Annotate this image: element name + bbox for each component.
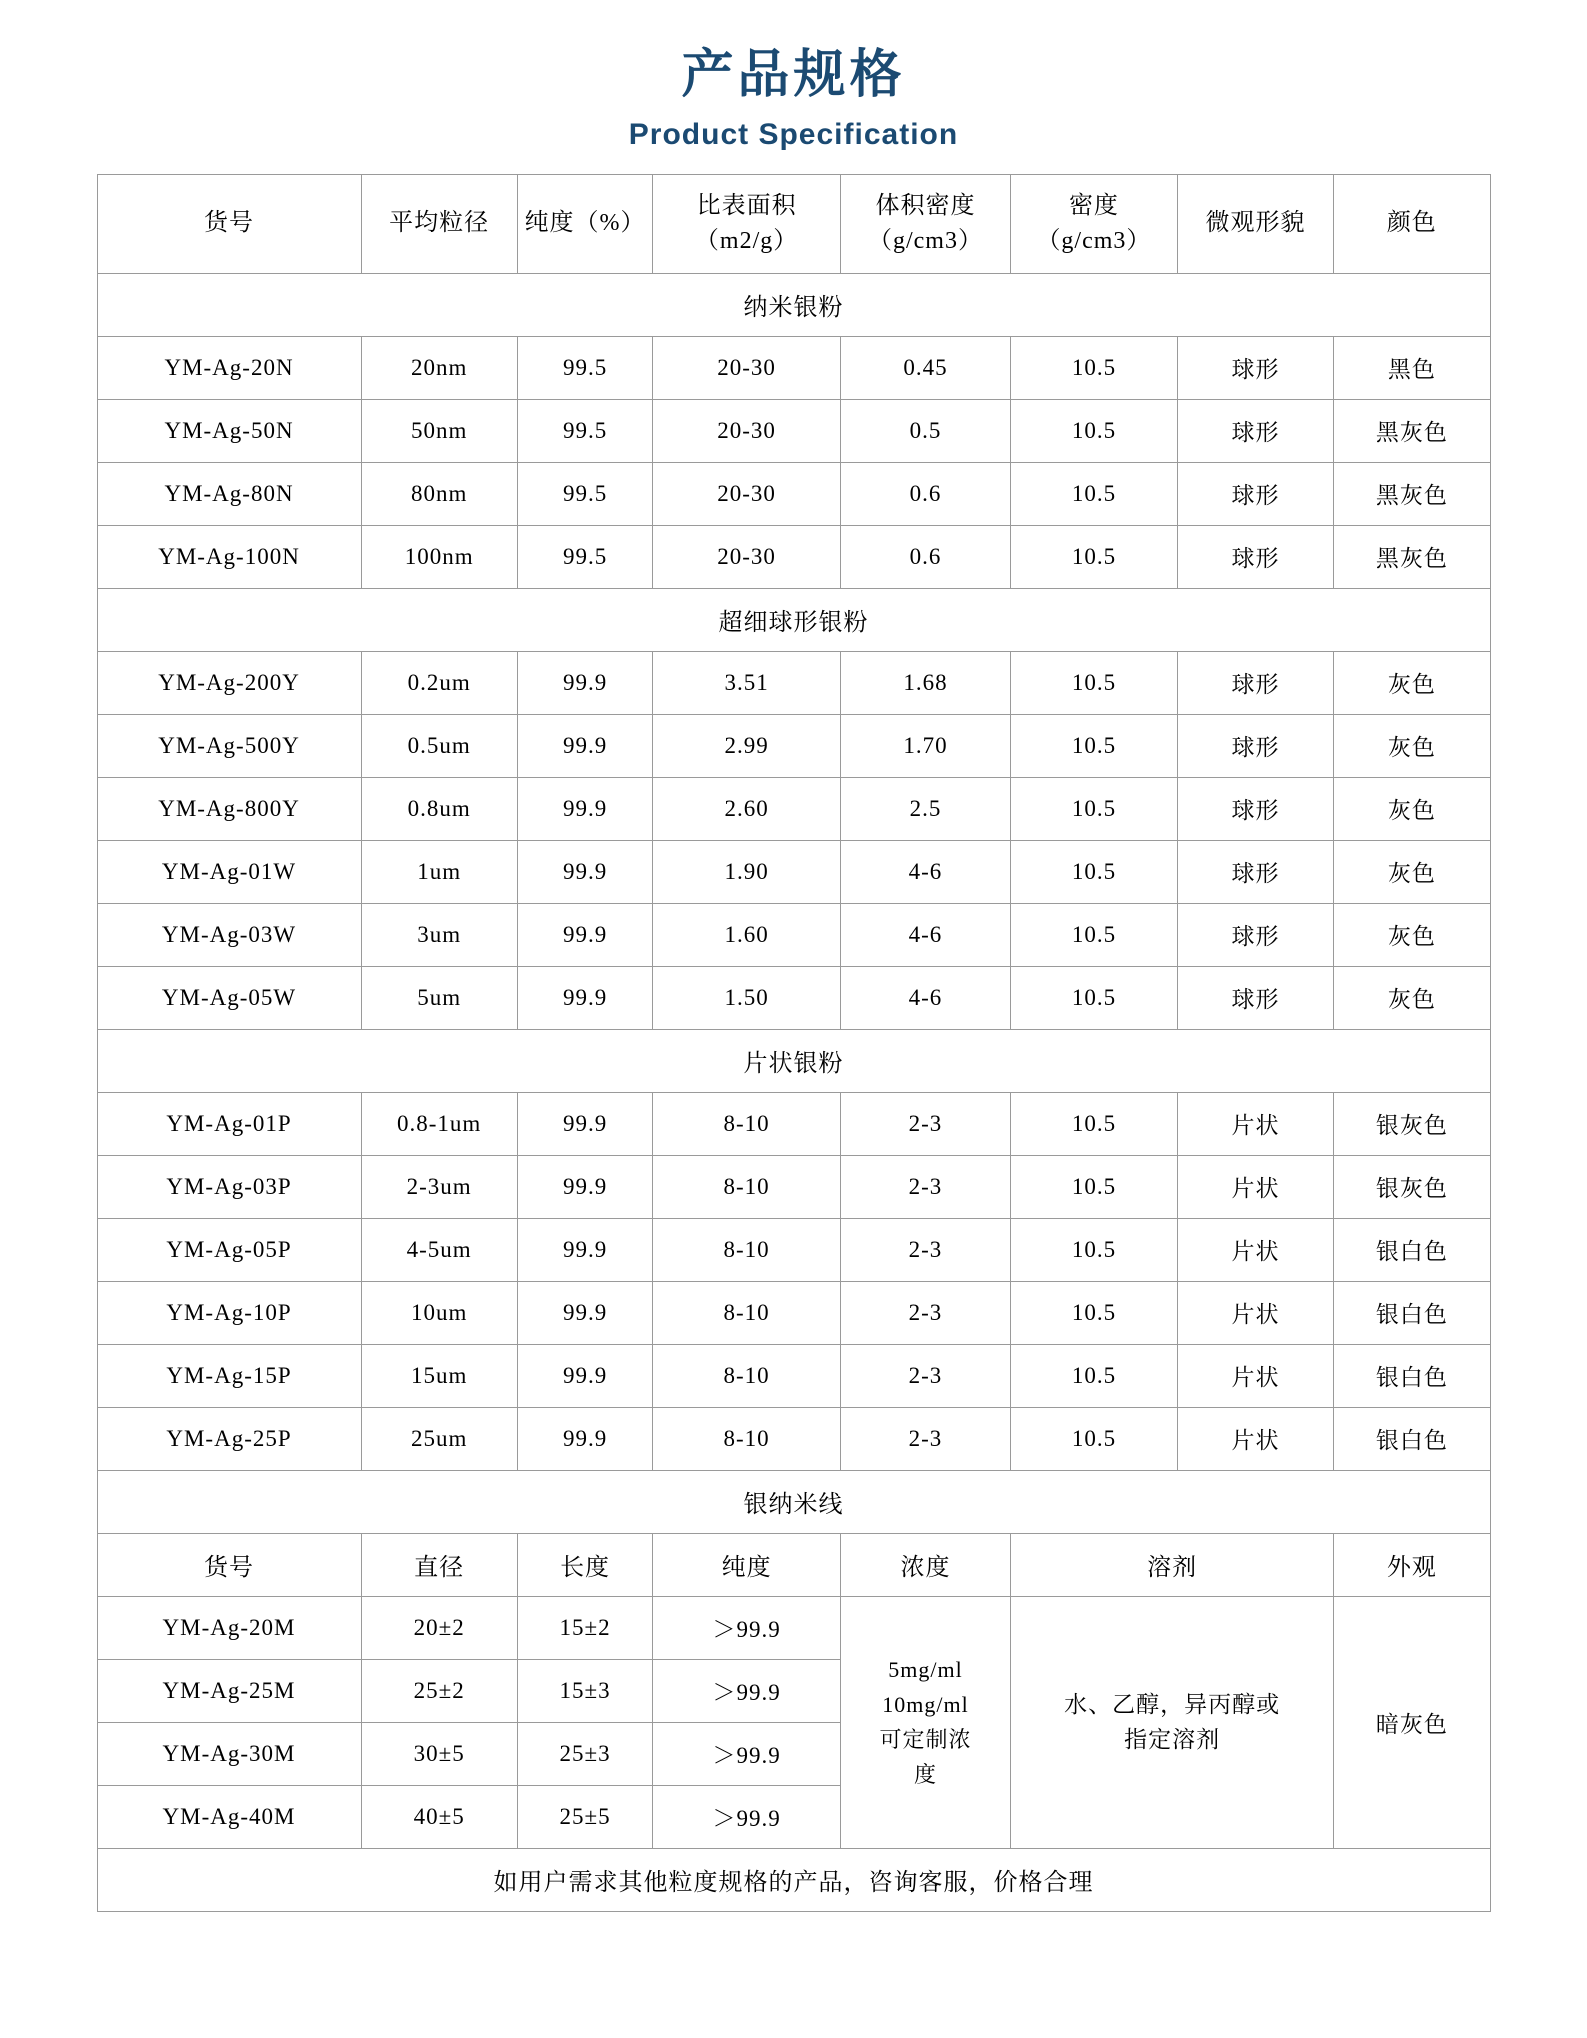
cell-morphology: 球形 [1177, 840, 1333, 903]
cell-concentration [840, 1596, 1010, 1848]
cell-purity: ＞99.9 [653, 1596, 841, 1659]
cell-ssa: 2.99 [653, 714, 841, 777]
cell-ssa: 8-10 [653, 1344, 841, 1407]
header-line-2: （g/cm3） [867, 227, 983, 254]
cell-density: 10.5 [1011, 1092, 1178, 1155]
cell-bulk-density: 0.5 [840, 399, 1010, 462]
cell-diameter: 25±2 [361, 1659, 517, 1722]
header-line-1: 体积密度 [875, 193, 976, 219]
cell-density: 10.5 [1011, 1407, 1178, 1470]
cell-length: 25±3 [517, 1722, 652, 1785]
cell-ssa: 8-10 [653, 1407, 841, 1470]
cell-ssa: 8-10 [653, 1092, 841, 1155]
table-row [97, 399, 1490, 462]
cell-purity: 99.9 [517, 1281, 652, 1344]
cell-bulk-density: 1.68 [840, 651, 1010, 714]
cell-color: 黑色 [1334, 336, 1490, 399]
cell-morphology: 片状 [1177, 1407, 1333, 1470]
cell-avg-particle-size: 100nm [361, 525, 517, 588]
cell-color: 灰色 [1334, 777, 1490, 840]
cell-color: 灰色 [1334, 903, 1490, 966]
cell-item-no: YM-Ag-200Y [97, 651, 361, 714]
cell-color: 银灰色 [1334, 1155, 1490, 1218]
cell-purity: 99.9 [517, 840, 652, 903]
cell-purity: 99.5 [517, 525, 652, 588]
cell-morphology: 球形 [1177, 966, 1333, 1029]
cell-density: 10.5 [1011, 777, 1178, 840]
cell-purity: 99.9 [517, 966, 652, 1029]
group-header-row [97, 1470, 1490, 1533]
cell-ssa: 1.60 [653, 903, 841, 966]
cell-item-no: YM-Ag-800Y [97, 777, 361, 840]
header-cell-morphology [1177, 174, 1333, 273]
cell-bulk-density: 4-6 [840, 840, 1010, 903]
cell-ssa: 8-10 [653, 1281, 841, 1344]
spec-table-head [97, 174, 1490, 273]
concentration-line-3: 可定制浓 [879, 1727, 972, 1753]
cell-density: 10.5 [1011, 336, 1178, 399]
header-line-1: 货号 [204, 210, 254, 237]
header-cell-purity: 纯度 [653, 1533, 841, 1596]
group-title-silver-nanowire: 银纳米线 [97, 1470, 1490, 1533]
header-line-1: 比表面积 [696, 193, 797, 219]
cell-item-no: YM-Ag-20N [97, 336, 361, 399]
header-cell-diameter: 直径 [361, 1533, 517, 1596]
concentration-line-4: 度 [913, 1762, 937, 1788]
cell-bulk-density: 0.6 [840, 525, 1010, 588]
table-row [97, 1344, 1490, 1407]
cell-morphology: 片状 [1177, 1092, 1333, 1155]
group-title-ultrafine-spherical-silver-powder: 超细球形银粉 [97, 588, 1490, 651]
header-cell-density [1011, 174, 1178, 273]
cell-ssa: 20-30 [653, 336, 841, 399]
cell-item-no: YM-Ag-30M [97, 1722, 361, 1785]
cell-color: 灰色 [1334, 840, 1490, 903]
cell-morphology: 片状 [1177, 1344, 1333, 1407]
cell-bulk-density: 2-3 [840, 1155, 1010, 1218]
cell-color: 灰色 [1334, 966, 1490, 1029]
cell-density: 10.5 [1011, 525, 1178, 588]
cell-item-no: YM-Ag-100N [97, 525, 361, 588]
cell-avg-particle-size: 2-3um [361, 1155, 517, 1218]
header-line-1: 纯度（%） [524, 210, 646, 237]
cell-item-no: YM-Ag-80N [97, 462, 361, 525]
cell-morphology: 片状 [1177, 1155, 1333, 1218]
page-title-en: Product Specification [628, 117, 959, 151]
table-row [97, 651, 1490, 714]
cell-density: 10.5 [1011, 1281, 1178, 1344]
table-row [97, 1281, 1490, 1344]
table-row [97, 714, 1490, 777]
header-cell-item-no [97, 174, 361, 273]
cell-color: 灰色 [1334, 651, 1490, 714]
header-cell-avg-particle-size [361, 174, 517, 273]
header-cell-purity [517, 174, 652, 273]
cell-morphology: 球形 [1177, 714, 1333, 777]
cell-item-no: YM-Ag-40M [97, 1785, 361, 1848]
cell-density: 10.5 [1011, 1155, 1178, 1218]
concentration-line-2: 10mg/ml [882, 1692, 969, 1718]
cell-purity: 99.5 [517, 462, 652, 525]
cell-ssa: 1.50 [653, 966, 841, 1029]
cell-item-no: YM-Ag-500Y [97, 714, 361, 777]
cell-item-no: YM-Ag-50N [97, 399, 361, 462]
title-block [0, 0, 1587, 152]
table-row [97, 1596, 1490, 1659]
cell-color: 银白色 [1334, 1344, 1490, 1407]
cell-diameter: 20±2 [361, 1596, 517, 1659]
cell-density: 10.5 [1011, 966, 1178, 1029]
cell-avg-particle-size: 3um [361, 903, 517, 966]
table-row [97, 903, 1490, 966]
header-line-2: （m2/g） [694, 227, 799, 254]
table-row [97, 462, 1490, 525]
cell-bulk-density: 2-3 [840, 1092, 1010, 1155]
cell-diameter: 30±5 [361, 1722, 517, 1785]
cell-bulk-density: 0.45 [840, 336, 1010, 399]
cell-density: 10.5 [1011, 1344, 1178, 1407]
cell-avg-particle-size: 50nm [361, 399, 517, 462]
cell-density: 10.5 [1011, 1218, 1178, 1281]
cell-purity: 99.9 [517, 651, 652, 714]
group-title-nano-silver-powder: 纳米银粉 [97, 273, 1490, 336]
cell-bulk-density: 2-3 [840, 1344, 1010, 1407]
header-cell-appearance: 外观 [1334, 1533, 1490, 1596]
cell-purity: 99.9 [517, 1092, 652, 1155]
table-row [97, 1407, 1490, 1470]
cell-purity: 99.9 [517, 714, 652, 777]
table-row [97, 1155, 1490, 1218]
concentration-line-1: 5mg/ml [888, 1656, 963, 1682]
cell-color: 黑灰色 [1334, 399, 1490, 462]
cell-density: 10.5 [1011, 903, 1178, 966]
cell-purity: ＞99.9 [653, 1659, 841, 1722]
cell-bulk-density: 4-6 [840, 966, 1010, 1029]
cell-avg-particle-size: 15um [361, 1344, 517, 1407]
cell-morphology: 球形 [1177, 399, 1333, 462]
cell-ssa: 20-30 [653, 399, 841, 462]
solvent-line-1: 水、乙醇，异丙醇或 [1064, 1691, 1281, 1717]
header-cell-color [1334, 174, 1490, 273]
header-line-1: 微观形貌 [1205, 210, 1306, 237]
cell-avg-particle-size: 20nm [361, 336, 517, 399]
cell-density: 10.5 [1011, 462, 1178, 525]
cell-item-no: YM-Ag-05W [97, 966, 361, 1029]
cell-color: 银白色 [1334, 1218, 1490, 1281]
cell-purity: 99.9 [517, 1218, 652, 1281]
page-title-cn: 产品规格 [681, 46, 906, 104]
footer-note-row [97, 1848, 1490, 1911]
cell-density: 10.5 [1011, 651, 1178, 714]
cell-bulk-density: 4-6 [840, 903, 1010, 966]
cell-ssa: 20-30 [653, 525, 841, 588]
cell-item-no: YM-Ag-25M [97, 1659, 361, 1722]
cell-bulk-density: 2.5 [840, 777, 1010, 840]
cell-morphology: 球形 [1177, 462, 1333, 525]
cell-color: 银白色 [1334, 1281, 1490, 1344]
cell-purity: ＞99.9 [653, 1722, 841, 1785]
header-line-1: 平均粒径 [389, 210, 490, 237]
cell-appearance: 暗灰色 [1334, 1596, 1490, 1848]
cell-item-no: YM-Ag-01W [97, 840, 361, 903]
cell-avg-particle-size: 4-5um [361, 1218, 517, 1281]
header-cell-solvent: 溶剂 [1011, 1533, 1334, 1596]
cell-purity: 99.9 [517, 1407, 652, 1470]
cell-item-no: YM-Ag-25P [97, 1407, 361, 1470]
cell-density: 10.5 [1011, 714, 1178, 777]
cell-morphology: 球形 [1177, 525, 1333, 588]
cell-length: 15±2 [517, 1596, 652, 1659]
header-cell-length: 长度 [517, 1533, 652, 1596]
cell-bulk-density: 2-3 [840, 1281, 1010, 1344]
table-row [97, 525, 1490, 588]
cell-item-no: YM-Ag-20M [97, 1596, 361, 1659]
cell-color: 银白色 [1334, 1407, 1490, 1470]
cell-bulk-density: 2-3 [840, 1218, 1010, 1281]
cell-color: 黑灰色 [1334, 462, 1490, 525]
cell-purity: 99.5 [517, 336, 652, 399]
header-cell-bulk-density [840, 174, 1010, 273]
cell-color: 灰色 [1334, 714, 1490, 777]
header-line-1: 颜色 [1386, 210, 1437, 237]
cell-ssa: 2.60 [653, 777, 841, 840]
cell-purity: 99.5 [517, 399, 652, 462]
cell-morphology: 球形 [1177, 651, 1333, 714]
cell-color: 银灰色 [1334, 1092, 1490, 1155]
cell-ssa: 20-30 [653, 462, 841, 525]
table-row [97, 777, 1490, 840]
cell-morphology: 片状 [1177, 1218, 1333, 1281]
table-row [97, 840, 1490, 903]
cell-ssa: 8-10 [653, 1155, 841, 1218]
cell-avg-particle-size: 0.8um [361, 777, 517, 840]
table-row [97, 1092, 1490, 1155]
header-cell-specific-surface-area [653, 174, 841, 273]
spec-table-body [97, 273, 1490, 1911]
solvent-line-2: 指定溶剂 [1124, 1727, 1221, 1753]
table-row [97, 1218, 1490, 1281]
cell-avg-particle-size: 25um [361, 1407, 517, 1470]
spec-table [97, 174, 1491, 1912]
cell-item-no: YM-Ag-05P [97, 1218, 361, 1281]
cell-avg-particle-size: 0.2um [361, 651, 517, 714]
cell-avg-particle-size: 0.5um [361, 714, 517, 777]
cell-avg-particle-size: 10um [361, 1281, 517, 1344]
header-line-1: 密度 [1068, 193, 1119, 219]
cell-bulk-density: 1.70 [840, 714, 1010, 777]
cell-density: 10.5 [1011, 399, 1178, 462]
cell-bulk-density: 2-3 [840, 1407, 1010, 1470]
cell-density: 10.5 [1011, 840, 1178, 903]
cell-length: 25±5 [517, 1785, 652, 1848]
cell-avg-particle-size: 1um [361, 840, 517, 903]
group-title-flake-silver-powder: 片状银粉 [97, 1029, 1490, 1092]
group-header-row [97, 273, 1490, 336]
footer-note: 如用户需求其他粒度规格的产品，咨询客服，价格合理 [97, 1848, 1490, 1911]
table-row [97, 966, 1490, 1029]
cell-ssa: 1.90 [653, 840, 841, 903]
cell-avg-particle-size: 0.8-1um [361, 1092, 517, 1155]
cell-item-no: YM-Ag-10P [97, 1281, 361, 1344]
cell-color: 黑灰色 [1334, 525, 1490, 588]
cell-morphology: 片状 [1177, 1281, 1333, 1344]
nanowire-header-row [97, 1533, 1490, 1596]
cell-purity: 99.9 [517, 1344, 652, 1407]
spec-table-wrapper [97, 174, 1491, 1912]
cell-morphology: 球形 [1177, 903, 1333, 966]
cell-item-no: YM-Ag-03W [97, 903, 361, 966]
cell-avg-particle-size: 5um [361, 966, 517, 1029]
cell-diameter: 40±5 [361, 1785, 517, 1848]
cell-avg-particle-size: 80nm [361, 462, 517, 525]
header-cell-item-no: 货号 [97, 1533, 361, 1596]
cell-purity: 99.9 [517, 777, 652, 840]
table-row [97, 336, 1490, 399]
cell-item-no: YM-Ag-01P [97, 1092, 361, 1155]
cell-purity: ＞99.9 [653, 1785, 841, 1848]
cell-purity: 99.9 [517, 903, 652, 966]
cell-item-no: YM-Ag-15P [97, 1344, 361, 1407]
header-line-2: （g/cm3） [1036, 227, 1152, 254]
cell-purity: 99.9 [517, 1155, 652, 1218]
cell-morphology: 球形 [1177, 777, 1333, 840]
table-header-row [97, 174, 1490, 273]
cell-length: 15±3 [517, 1659, 652, 1722]
cell-item-no: YM-Ag-03P [97, 1155, 361, 1218]
cell-solvent [1011, 1596, 1334, 1848]
cell-bulk-density: 0.6 [840, 462, 1010, 525]
cell-morphology: 球形 [1177, 336, 1333, 399]
cell-ssa: 8-10 [653, 1218, 841, 1281]
group-header-row [97, 588, 1490, 651]
group-header-row [97, 1029, 1490, 1092]
header-cell-concentration: 浓度 [840, 1533, 1010, 1596]
cell-ssa: 3.51 [653, 651, 841, 714]
